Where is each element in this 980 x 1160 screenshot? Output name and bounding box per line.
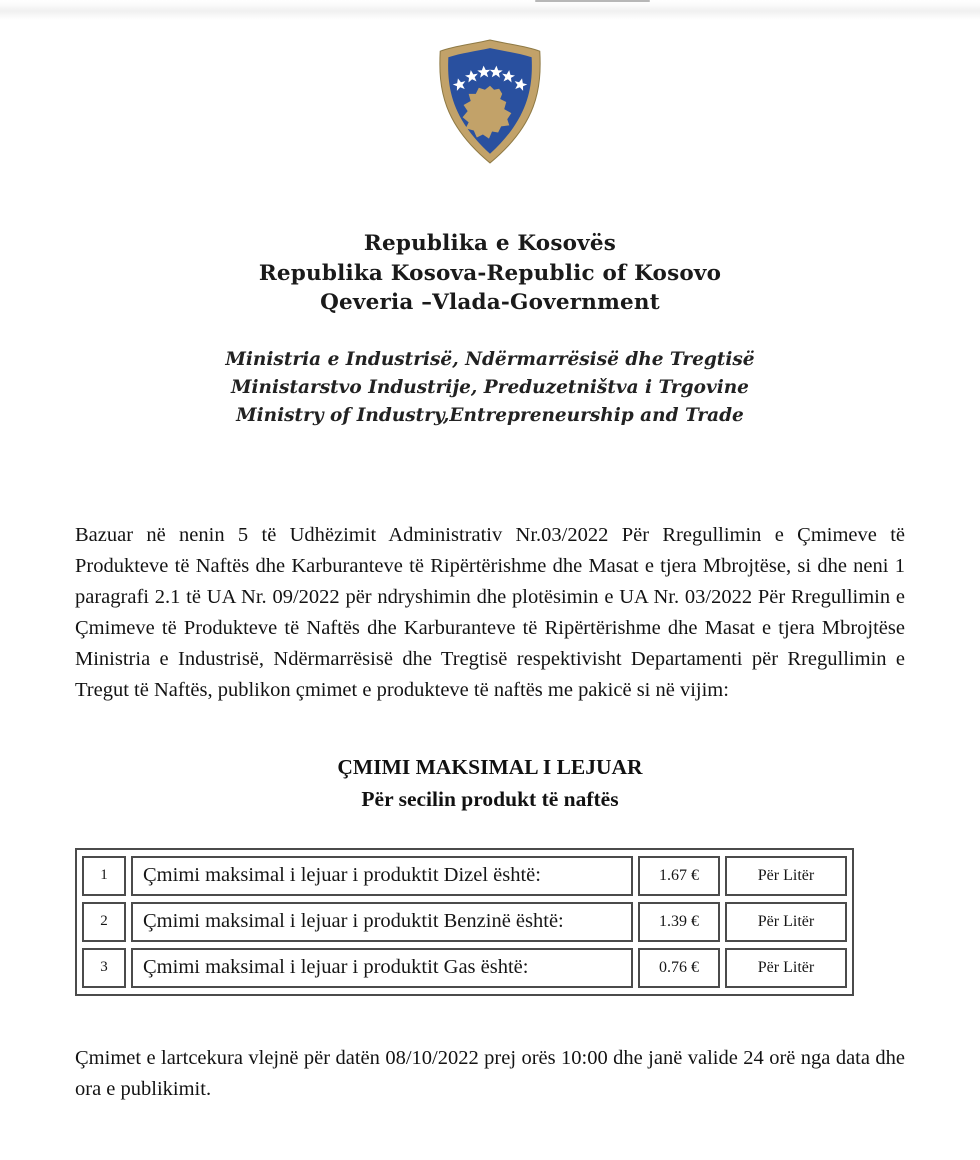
title-bilingual: Republika Kosova-Republic of Kosovo [258, 260, 722, 286]
ministry-english: Ministry of Industry,Entrepreneurship and Trade [236, 404, 744, 426]
section-heading [0, 751, 980, 815]
row-number: 1 [82, 856, 126, 896]
table-row-gas [82, 948, 847, 988]
section-heading-line1: ÇMIMI MAKSIMAL I LEJUAR [337, 754, 643, 779]
row-description: Çmimi maksimal i lejuar i produktit Gas është: [131, 948, 633, 988]
row-description: Çmimi maksimal i lejuar i produktit Dizel është: [131, 856, 633, 896]
row-number: 3 [82, 948, 126, 988]
table-row-dizel [82, 856, 847, 896]
row-price: 0.76 € [638, 948, 720, 988]
kosovo-coat-of-arms-icon [434, 38, 546, 166]
section-heading-line2: Për secilin produkt të naftës [361, 786, 619, 811]
row-unit: Për Litër [725, 948, 847, 988]
row-unit: Për Litër [725, 902, 847, 942]
ministry-serbian: Ministarstvo Industrije, Preduzetništva i Trgovine [231, 376, 749, 398]
title-albanian: Republika e Kosovës [363, 231, 617, 256]
intro-paragraph: Bazuar në nenin 5 të Udhëzimit Administrativ Nr.03/2022 Për Rregullimin e Çmimeve të Produkteve të Naftës dhe Karburanteve të Ripërtërishme dhe Masat e tjera Mbrojtëse, si dhe neni 1 paragrafi 2.1 të UA Nr. 09/2022 për ndryshimin dhe plotësimin e UA Nr. 03/2022 Për Rregullimin e Çmimeve të Produkteve të Naftës dhe Karburanteve të Ripërtërishme dhe Masat e tjera Mbrojtëse Ministria e Industrisë, Ndërmarrësisë dhe Tregtisë respektivisht Departamenti për Rregullimin e Tregut të Naftës, publikon çmimet e produkteve të naftës me pakicë si në vijim: [75, 523, 905, 701]
top-edge-line [535, 0, 650, 2]
row-price: 1.39 € [638, 902, 720, 942]
ministry-albanian: Ministria e Industrisë, Ndërmarrësisë dhe Tregtisë [225, 348, 755, 370]
state-title-block [0, 229, 980, 318]
row-description: Çmimi maksimal i lejuar i produktit Benzinë është: [131, 902, 633, 942]
row-number: 2 [82, 902, 126, 942]
row-price: 1.67 € [638, 856, 720, 896]
top-edge-shadow [0, 0, 980, 20]
fuel-price-table [75, 848, 854, 996]
table-row-benzine [82, 902, 847, 942]
row-unit: Për Litër [725, 856, 847, 896]
ministry-title-block [0, 346, 980, 430]
validity-paragraph: Çmimet e lartcekura vlejnë për datën 08/10/2022 prej orës 10:00 dhe janë valide 24 orë nga data dhe ora e publikimit. [75, 1046, 905, 1100]
title-government: Qeveria –Vlada-Government [320, 290, 660, 315]
